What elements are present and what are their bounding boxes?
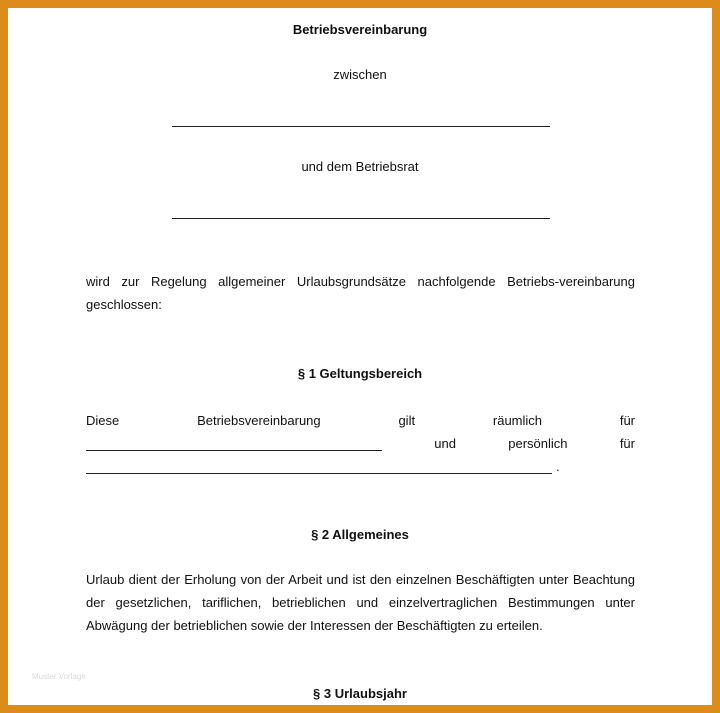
section-1-word: Diese <box>86 413 120 428</box>
spatial-scope-blank-line <box>86 437 382 451</box>
section-1-word: für <box>619 413 635 428</box>
between-label: zwischen <box>333 67 387 82</box>
watermark: Muster Vorlage <box>32 672 86 681</box>
section-1-word: Betriebsvereinbarung <box>197 413 321 428</box>
section-1-line-1 <box>86 411 635 428</box>
section-1-word: persönlich <box>508 436 568 451</box>
section-3-heading: § 3 Urlaubsjahr <box>313 686 407 701</box>
section-1-word: gilt <box>398 413 416 428</box>
personal-scope-blank-line <box>86 460 552 474</box>
section-1-line-2 <box>86 434 635 451</box>
document-title: Betriebsvereinbarung <box>292 22 428 37</box>
section-2-heading: § 2 Allgemeines <box>311 527 409 542</box>
section-1-period: . <box>556 459 560 474</box>
section-1-word: räumlich <box>492 413 543 428</box>
section-1-line-3 <box>86 457 560 474</box>
section-2-paragraph: Urlaub dient der Erholung von der Arbeit und ist den einzelnen Beschäftigten unter Beachtung der gesetzlichen, tariflichen, betrieblichen und einzelvertraglichen Bestimmungen unter Abwägung der betrieblichen sowie der Interessen der Beschäftigten zu erteilen. <box>86 572 635 633</box>
section-1-word: und <box>434 436 456 451</box>
works-council-label: und dem Betriebsrat <box>301 159 419 174</box>
works-council-blank-line <box>172 218 550 219</box>
employer-name-blank-line <box>172 126 550 127</box>
section-1-heading: § 1 Geltungsbereich <box>297 366 423 381</box>
intro-paragraph: wird zur Regelung allgemeiner Urlaubsgrundsätze nachfolgende Betriebs-vereinbarung geschlossen: <box>86 274 635 312</box>
section-1-word: für <box>619 436 635 451</box>
document-page <box>8 8 712 705</box>
